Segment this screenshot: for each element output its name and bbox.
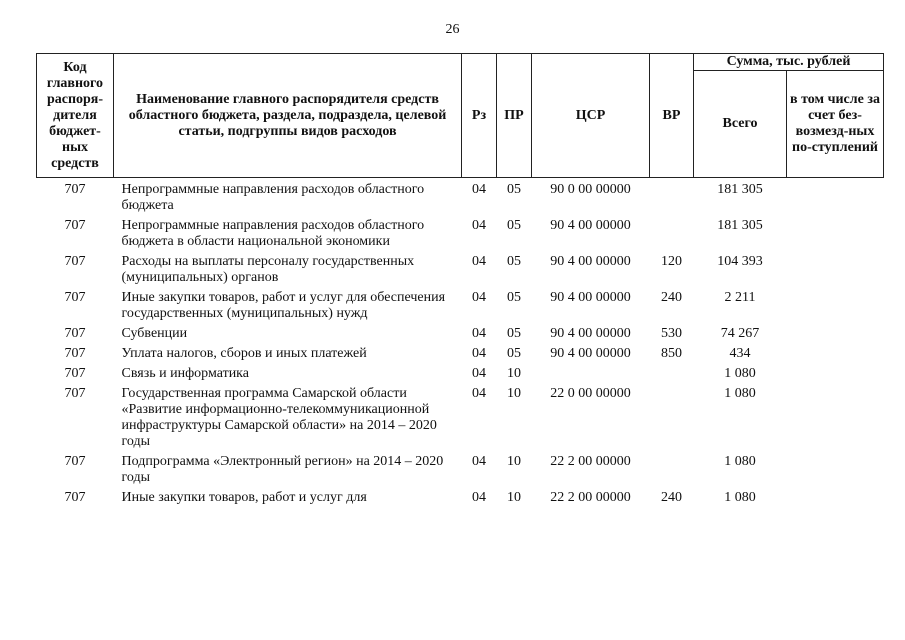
cell-csr: 22 0 00 00000 <box>550 386 631 401</box>
cell-name: Связь и информатика <box>121 366 249 381</box>
table-row <box>37 486 884 506</box>
cell-vr: 240 <box>661 290 682 305</box>
table-row <box>37 214 884 250</box>
header-sum: Сумма, тыс. рублей <box>694 54 884 71</box>
cell-total: 1 080 <box>724 454 756 469</box>
table-row <box>37 286 884 322</box>
cell-csr: 90 4 00 00000 <box>550 346 631 361</box>
cell-name: Расходы на выплаты персоналу государственных (муниципальных) органов <box>121 254 415 285</box>
cell-vr <box>650 362 694 382</box>
header-pr: ПР <box>497 54 532 178</box>
cell-code: 707 <box>64 254 86 269</box>
cell-total: 104 393 <box>717 254 763 269</box>
cell-pr: 05 <box>507 326 521 341</box>
cell-gratis <box>787 362 884 382</box>
header-vr: ВР <box>650 54 694 178</box>
cell-code: 707 <box>64 326 86 341</box>
table-row <box>37 322 884 342</box>
cell-rz: 04 <box>472 290 486 305</box>
cell-gratis <box>787 450 884 486</box>
table-row <box>37 178 884 215</box>
cell-rz: 04 <box>472 454 486 469</box>
cell-pr: 10 <box>507 386 521 401</box>
cell-vr: 850 <box>661 346 682 361</box>
page-number: 26 <box>445 22 460 37</box>
cell-name: Непрограммные направления расходов областного бюджета <box>121 182 425 213</box>
cell-code: 707 <box>64 182 86 197</box>
cell-total: 434 <box>729 346 751 361</box>
header-gratis: в том числе за счет без-возмезд-ных по-ступлений <box>787 71 884 178</box>
table-row <box>37 450 884 486</box>
cell-name: Субвенции <box>121 326 188 341</box>
cell-name: Государственная программа Самарской области «Развитие информационно-телекоммуникационной инфраструктуры Самарской области» на 2014 – 2020 годы <box>121 386 437 449</box>
cell-rz: 04 <box>472 366 486 381</box>
cell-vr <box>650 382 694 450</box>
cell-vr: 120 <box>661 254 682 269</box>
cell-rz: 04 <box>472 182 486 197</box>
cell-vr <box>650 450 694 486</box>
cell-total: 1 080 <box>724 386 756 401</box>
cell-rz: 04 <box>472 346 486 361</box>
cell-total: 74 267 <box>720 326 760 341</box>
header-csr: ЦСР <box>532 54 650 178</box>
cell-csr: 22 2 00 00000 <box>550 454 631 469</box>
table-row <box>37 362 884 382</box>
cell-vr <box>650 178 694 215</box>
cell-csr: 90 4 00 00000 <box>550 326 631 341</box>
header-total: Всего <box>694 71 787 178</box>
cell-code: 707 <box>64 218 86 233</box>
cell-vr: 240 <box>661 490 682 505</box>
cell-pr: 10 <box>507 454 521 469</box>
cell-gratis <box>787 382 884 450</box>
table-row <box>37 342 884 362</box>
cell-name: Иные закупки товаров, работ и услуг для обеспечения государственных (муниципальных) нужд <box>121 290 446 321</box>
cell-rz: 04 <box>472 218 486 233</box>
cell-total: 2 211 <box>724 290 756 305</box>
cell-pr: 10 <box>507 366 521 381</box>
cell-rz: 04 <box>472 326 486 341</box>
cell-pr: 05 <box>507 254 521 269</box>
cell-csr: 90 4 00 00000 <box>550 254 631 269</box>
cell-gratis <box>787 342 884 362</box>
cell-rz: 04 <box>472 490 486 505</box>
cell-total: 1 080 <box>724 490 756 505</box>
cell-vr: 530 <box>661 326 682 341</box>
cell-code: 707 <box>64 290 86 305</box>
table-body <box>37 178 884 507</box>
cell-csr <box>532 362 650 382</box>
cell-total: 1 080 <box>724 366 756 381</box>
cell-gratis <box>787 322 884 342</box>
header-name: Наименование главного распорядителя средств областного бюджета, раздела, подраздела, целевой статьи, подгруппы видов расходов <box>114 54 462 178</box>
cell-csr: 90 0 00 00000 <box>550 182 631 197</box>
cell-total: 181 305 <box>717 218 763 233</box>
cell-gratis <box>787 486 884 506</box>
budget-table <box>36 53 884 506</box>
cell-gratis <box>787 178 884 215</box>
cell-name: Подпрограмма «Электронный регион» на 2014 – 2020 годы <box>121 454 444 485</box>
cell-rz: 04 <box>472 254 486 269</box>
cell-csr: 90 4 00 00000 <box>550 290 631 305</box>
cell-gratis <box>787 214 884 250</box>
cell-pr: 05 <box>507 182 521 197</box>
cell-code: 707 <box>64 454 86 469</box>
cell-gratis <box>787 286 884 322</box>
header-code: Код главного распоря-дителя бюджет-ных средств <box>37 54 114 178</box>
cell-code: 707 <box>64 366 86 381</box>
table-row <box>37 382 884 450</box>
cell-csr: 90 4 00 00000 <box>550 218 631 233</box>
cell-csr: 22 2 00 00000 <box>550 490 631 505</box>
table-header <box>37 54 884 178</box>
cell-name: Непрограммные направления расходов областного бюджета в области национальной экономики <box>121 218 425 249</box>
cell-code: 707 <box>64 386 86 401</box>
cell-pr: 05 <box>507 290 521 305</box>
cell-gratis <box>787 250 884 286</box>
header-rz: Рз <box>462 54 497 178</box>
cell-code: 707 <box>64 490 86 505</box>
cell-total: 181 305 <box>717 182 763 197</box>
cell-pr: 05 <box>507 346 521 361</box>
cell-rz: 04 <box>472 386 486 401</box>
cell-name: Иные закупки товаров, работ и услуг для <box>121 490 367 505</box>
cell-vr <box>650 214 694 250</box>
cell-code: 707 <box>64 346 86 361</box>
table-row <box>37 250 884 286</box>
cell-pr: 10 <box>507 490 521 505</box>
cell-name: Уплата налогов, сборов и иных платежей <box>121 346 367 361</box>
cell-pr: 05 <box>507 218 521 233</box>
